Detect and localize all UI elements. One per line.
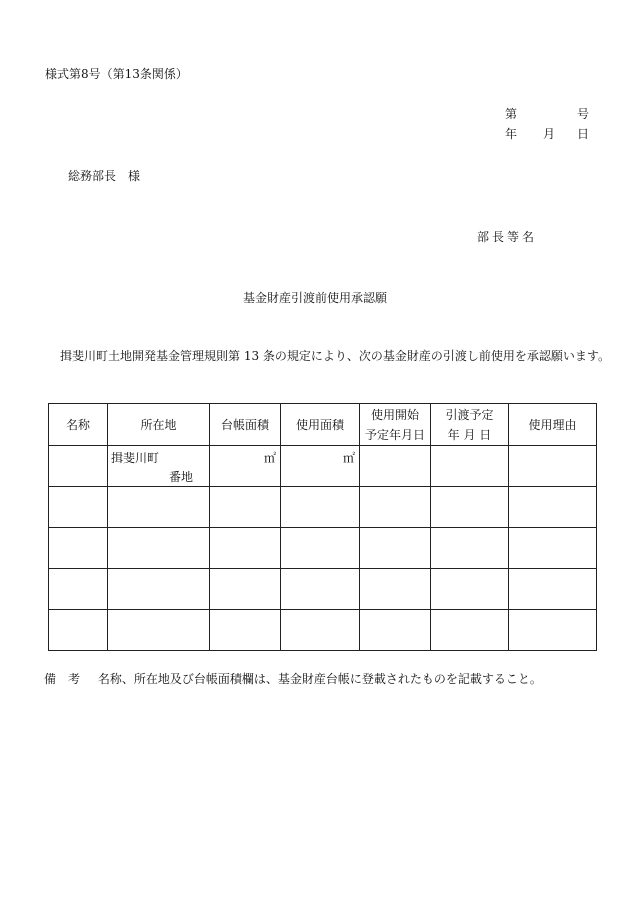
cell-ledger-area[interactable] xyxy=(210,610,281,651)
cell-location[interactable] xyxy=(108,569,210,610)
table-header-row xyxy=(49,404,597,446)
cell-use-area[interactable] xyxy=(281,528,360,569)
header-handover-line2: 年 月 日 xyxy=(447,427,492,442)
cell-use-start-date[interactable] xyxy=(360,446,431,487)
cell-use-reason[interactable] xyxy=(509,446,597,487)
location-town: 揖斐川町 xyxy=(111,451,160,465)
remarks-text: 名称、所在地及び台帳面積欄は、基金財産台帳に登載されたものを記載すること。 xyxy=(97,672,542,686)
cell-use-area[interactable] xyxy=(281,569,360,610)
location-banchi: 番地 xyxy=(168,470,193,484)
asset-table xyxy=(48,403,597,651)
date-year: 年 xyxy=(505,127,518,141)
table-row xyxy=(49,528,597,569)
cell-name[interactable] xyxy=(49,487,108,528)
cell-ledger-area[interactable] xyxy=(210,487,281,528)
cell-use-start-date[interactable] xyxy=(360,610,431,651)
cell-handover-date[interactable] xyxy=(431,487,509,528)
table-row xyxy=(49,610,597,651)
cell-use-start-date[interactable] xyxy=(360,569,431,610)
addressee: 総務部長 様 xyxy=(68,169,141,183)
table-row xyxy=(49,569,597,610)
cell-use-area[interactable] xyxy=(281,610,360,651)
cell-use-reason[interactable] xyxy=(509,487,597,528)
cell-location[interactable] xyxy=(108,610,210,651)
cell-handover-date[interactable] xyxy=(431,569,509,610)
header-use-start-line1: 使用開始 xyxy=(370,407,419,422)
cell-name[interactable] xyxy=(49,528,108,569)
request-body-text: 揖斐川町土地開発基金管理規則第 13 条の規定により、次の基金財産の引渡し前使用を承認願います。 xyxy=(60,349,610,363)
cell-use-reason[interactable] xyxy=(509,610,597,651)
table-row xyxy=(49,446,597,487)
cell-use-area[interactable] xyxy=(281,446,360,487)
remarks-label: 備考 xyxy=(44,672,93,686)
document-number-prefix: 第 xyxy=(505,107,518,121)
cell-handover-date[interactable] xyxy=(431,610,509,651)
header-handover-date xyxy=(431,404,509,446)
cell-handover-date[interactable] xyxy=(431,528,509,569)
use-area-unit: ㎡ xyxy=(342,451,355,465)
cell-ledger-area[interactable] xyxy=(210,528,281,569)
cell-use-reason[interactable] xyxy=(509,528,597,569)
cell-location[interactable] xyxy=(108,446,210,487)
cell-use-area[interactable] xyxy=(281,487,360,528)
remarks xyxy=(44,670,542,687)
header-use-start-line2: 予定年月日 xyxy=(364,427,425,442)
header-name: 名称 xyxy=(49,404,108,446)
header-handover-line1: 引渡予定 xyxy=(445,407,494,422)
date-day: 日 xyxy=(577,127,590,141)
cell-ledger-area[interactable] xyxy=(210,569,281,610)
cell-name[interactable] xyxy=(49,610,108,651)
document-number-suffix: 号 xyxy=(577,107,590,121)
cell-use-start-date[interactable] xyxy=(360,487,431,528)
cell-name[interactable] xyxy=(49,569,108,610)
header-ledger-area: 台帳面積 xyxy=(210,404,281,446)
cell-ledger-area[interactable] xyxy=(210,446,281,487)
cell-location[interactable] xyxy=(108,487,210,528)
header-location: 所在地 xyxy=(108,404,210,446)
document-number-line xyxy=(505,105,590,122)
cell-location[interactable] xyxy=(108,528,210,569)
form-number: 様式第8号（第13条関係） xyxy=(45,67,188,81)
cell-name[interactable] xyxy=(49,446,108,487)
cell-use-start-date[interactable] xyxy=(360,528,431,569)
cell-use-reason[interactable] xyxy=(509,569,597,610)
sender-title: 部長等名 xyxy=(477,230,538,244)
ledger-area-unit: ㎡ xyxy=(263,451,276,465)
table-row xyxy=(49,487,597,528)
cell-handover-date[interactable] xyxy=(431,446,509,487)
header-use-area: 使用面積 xyxy=(281,404,360,446)
header-use-start-date xyxy=(360,404,431,446)
date-month: 月 xyxy=(543,127,556,141)
document-title: 基金財産引渡前使用承認願 xyxy=(242,291,387,305)
header-use-reason: 使用理由 xyxy=(509,404,597,446)
